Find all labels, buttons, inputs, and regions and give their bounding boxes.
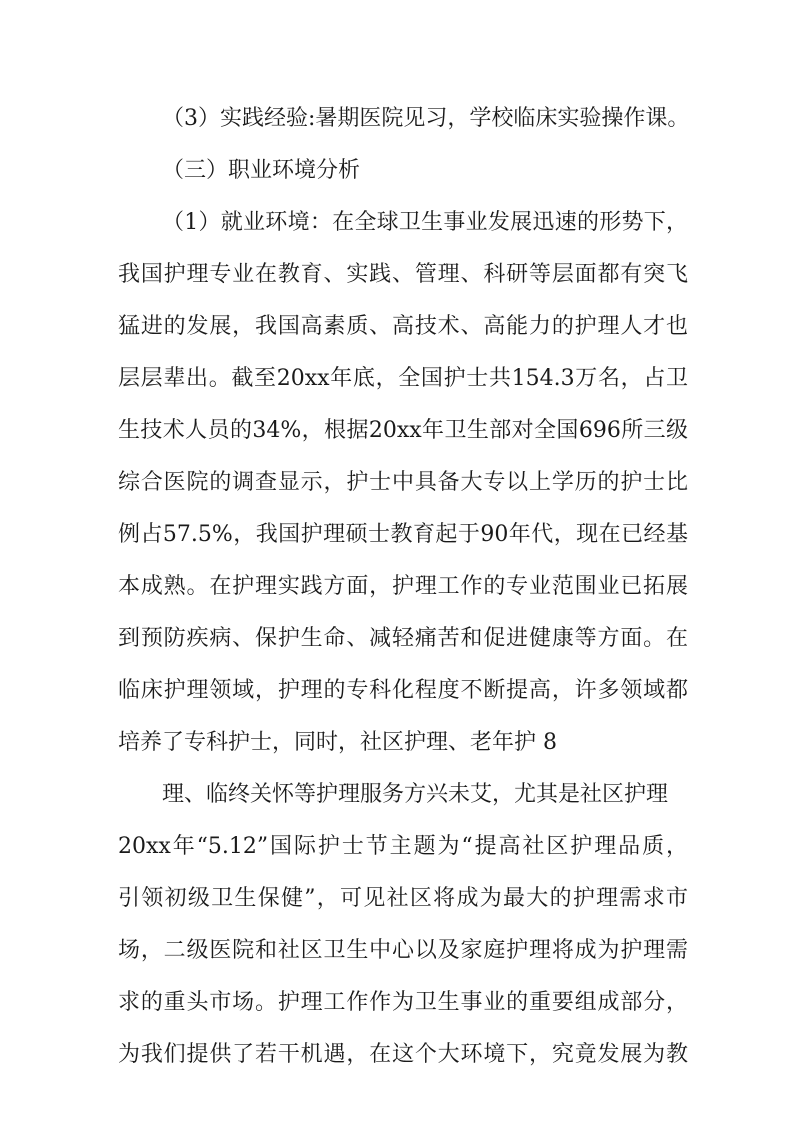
text-line: 求的重头市场。护理工作作为卫生事业的重要组成部分， bbox=[118, 990, 688, 1015]
text-line: 培养了专科护士，同时，社区护理、老年护 8 bbox=[118, 730, 557, 755]
text-line: 层层辈出。截至20xx年底，全国护士共154.3万名，占卫 bbox=[118, 366, 688, 391]
text-line: 为我们提供了若干机遇，在这个大环境下，究竟发展为教 bbox=[118, 1042, 688, 1067]
text-line: 我国护理专业在教育、实践、管理、科研等层面都有突飞 bbox=[118, 262, 688, 287]
text-line: 综合医院的调查显示，护士中具备大专以上学历的护士比 bbox=[118, 470, 688, 495]
text-line: 猛进的发展，我国高素质、高技术、高能力的护理人才也 bbox=[118, 314, 688, 339]
text-line: 本成熟。在护理实践方面，护理工作的专业范围业已拓展 bbox=[118, 574, 688, 599]
text-line: （3）实践经验:暑期医院见习，学校临床实验操作课。 bbox=[162, 106, 690, 131]
text-line: 临床护理领域，护理的专科化程度不断提高，许多领域都 bbox=[118, 678, 688, 703]
text-line: 例占57.5%，我国护理硕士教育起于90年代，现在已经基 bbox=[118, 522, 688, 547]
text-line: （1）就业环境：在全球卫生事业发展迅速的形势下， bbox=[162, 210, 688, 235]
text-line: 引领初级卫生保健”，可见社区将成为最大的护理需求市 bbox=[118, 886, 688, 911]
text-line: 20xx年“5.12”国际护士节主题为“提高社区护理品质， bbox=[118, 834, 688, 859]
text-line: 到预防疾病、保护生命、减轻痛苦和促进健康等方面。在 bbox=[118, 626, 688, 651]
section-heading: （三）职业环境分析 bbox=[162, 158, 361, 183]
text-line: 理、临终关怀等护理服务方兴未艾，尤其是社区护理 bbox=[162, 782, 669, 807]
text-line: 生技术人员的34%，根据20xx年卫生部对全国696所三级 bbox=[118, 418, 688, 443]
text-line: 场，二级医院和社区卫生中心以及家庭护理将成为护理需 bbox=[118, 938, 688, 963]
